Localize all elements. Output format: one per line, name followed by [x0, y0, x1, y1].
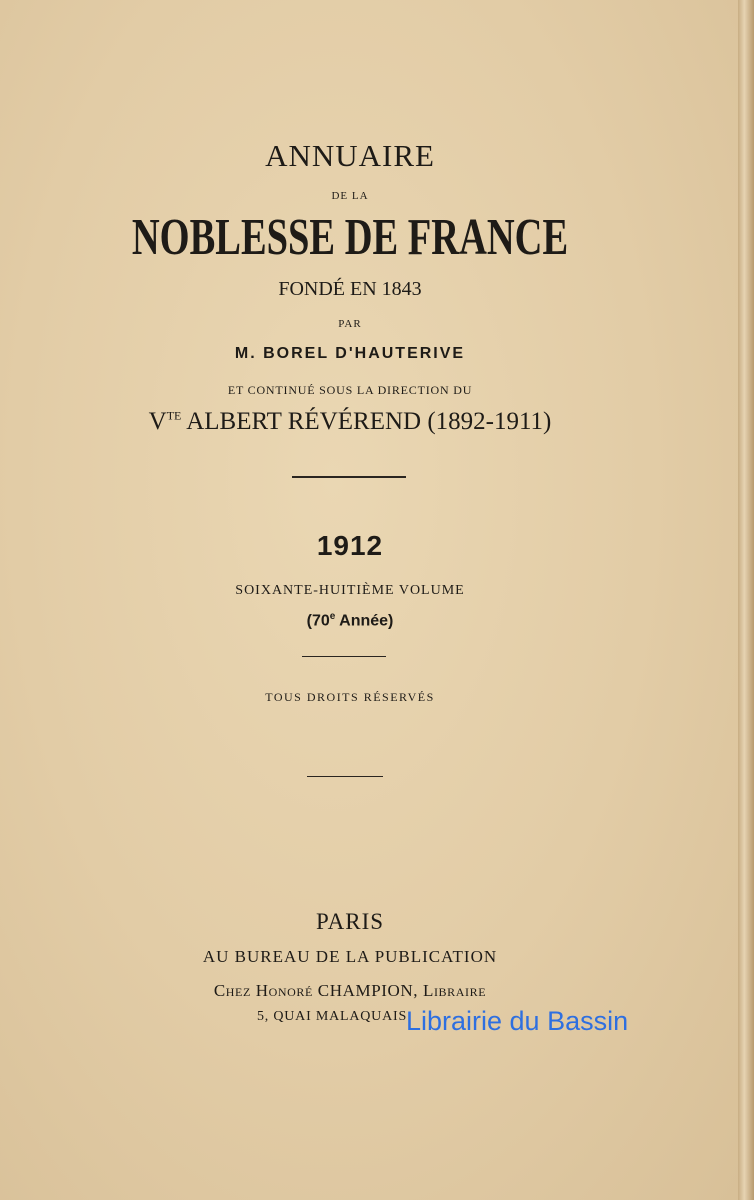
divider-3 — [307, 776, 383, 777]
volume-line: SOIXANTE-HUITIÈME VOLUME — [235, 583, 465, 598]
annee-sup: e — [329, 611, 336, 622]
director-name: ALBERT RÉVÉREND (1892-1911) — [186, 408, 552, 435]
bookseller-watermark: Librairie du Bassin — [406, 1006, 629, 1036]
year: 1912 — [316, 530, 384, 561]
address-line: 5, QUAI MALAQUAIS — [256, 1009, 408, 1024]
par-line: PAR — [338, 318, 362, 330]
publisher-line-2: Chez Honoré CHAMPION, Libraire — [213, 981, 487, 1000]
title-de-la: DE LA — [331, 190, 369, 202]
annee-close: Année) — [335, 612, 394, 630]
author-line: M. BOREL D'HAUTERIVE — [234, 345, 466, 362]
title-annuaire: ANNUAIRE — [265, 138, 435, 173]
rights-line: TOUS DROITS RÉSERVÉS — [265, 690, 435, 704]
director-prefix: V — [148, 408, 167, 435]
continued-line: ET CONTINUÉ SOUS LA DIRECTION DU — [227, 383, 473, 397]
city: PARIS — [315, 909, 385, 934]
page-edge — [738, 0, 754, 1200]
title-noblesse: NOBLESSE DE FRANCE — [131, 209, 569, 266]
divider-2 — [302, 656, 386, 657]
director-sup: TE — [166, 408, 182, 423]
divider-1 — [292, 476, 406, 478]
director-line — [0, 408, 700, 436]
annee-line — [0, 611, 700, 630]
annee-open: (70 — [306, 612, 330, 630]
publisher-line-1: AU BUREAU DE LA PUBLICATION — [202, 947, 498, 966]
founded-line: FONDÉ EN 1843 — [278, 278, 422, 300]
